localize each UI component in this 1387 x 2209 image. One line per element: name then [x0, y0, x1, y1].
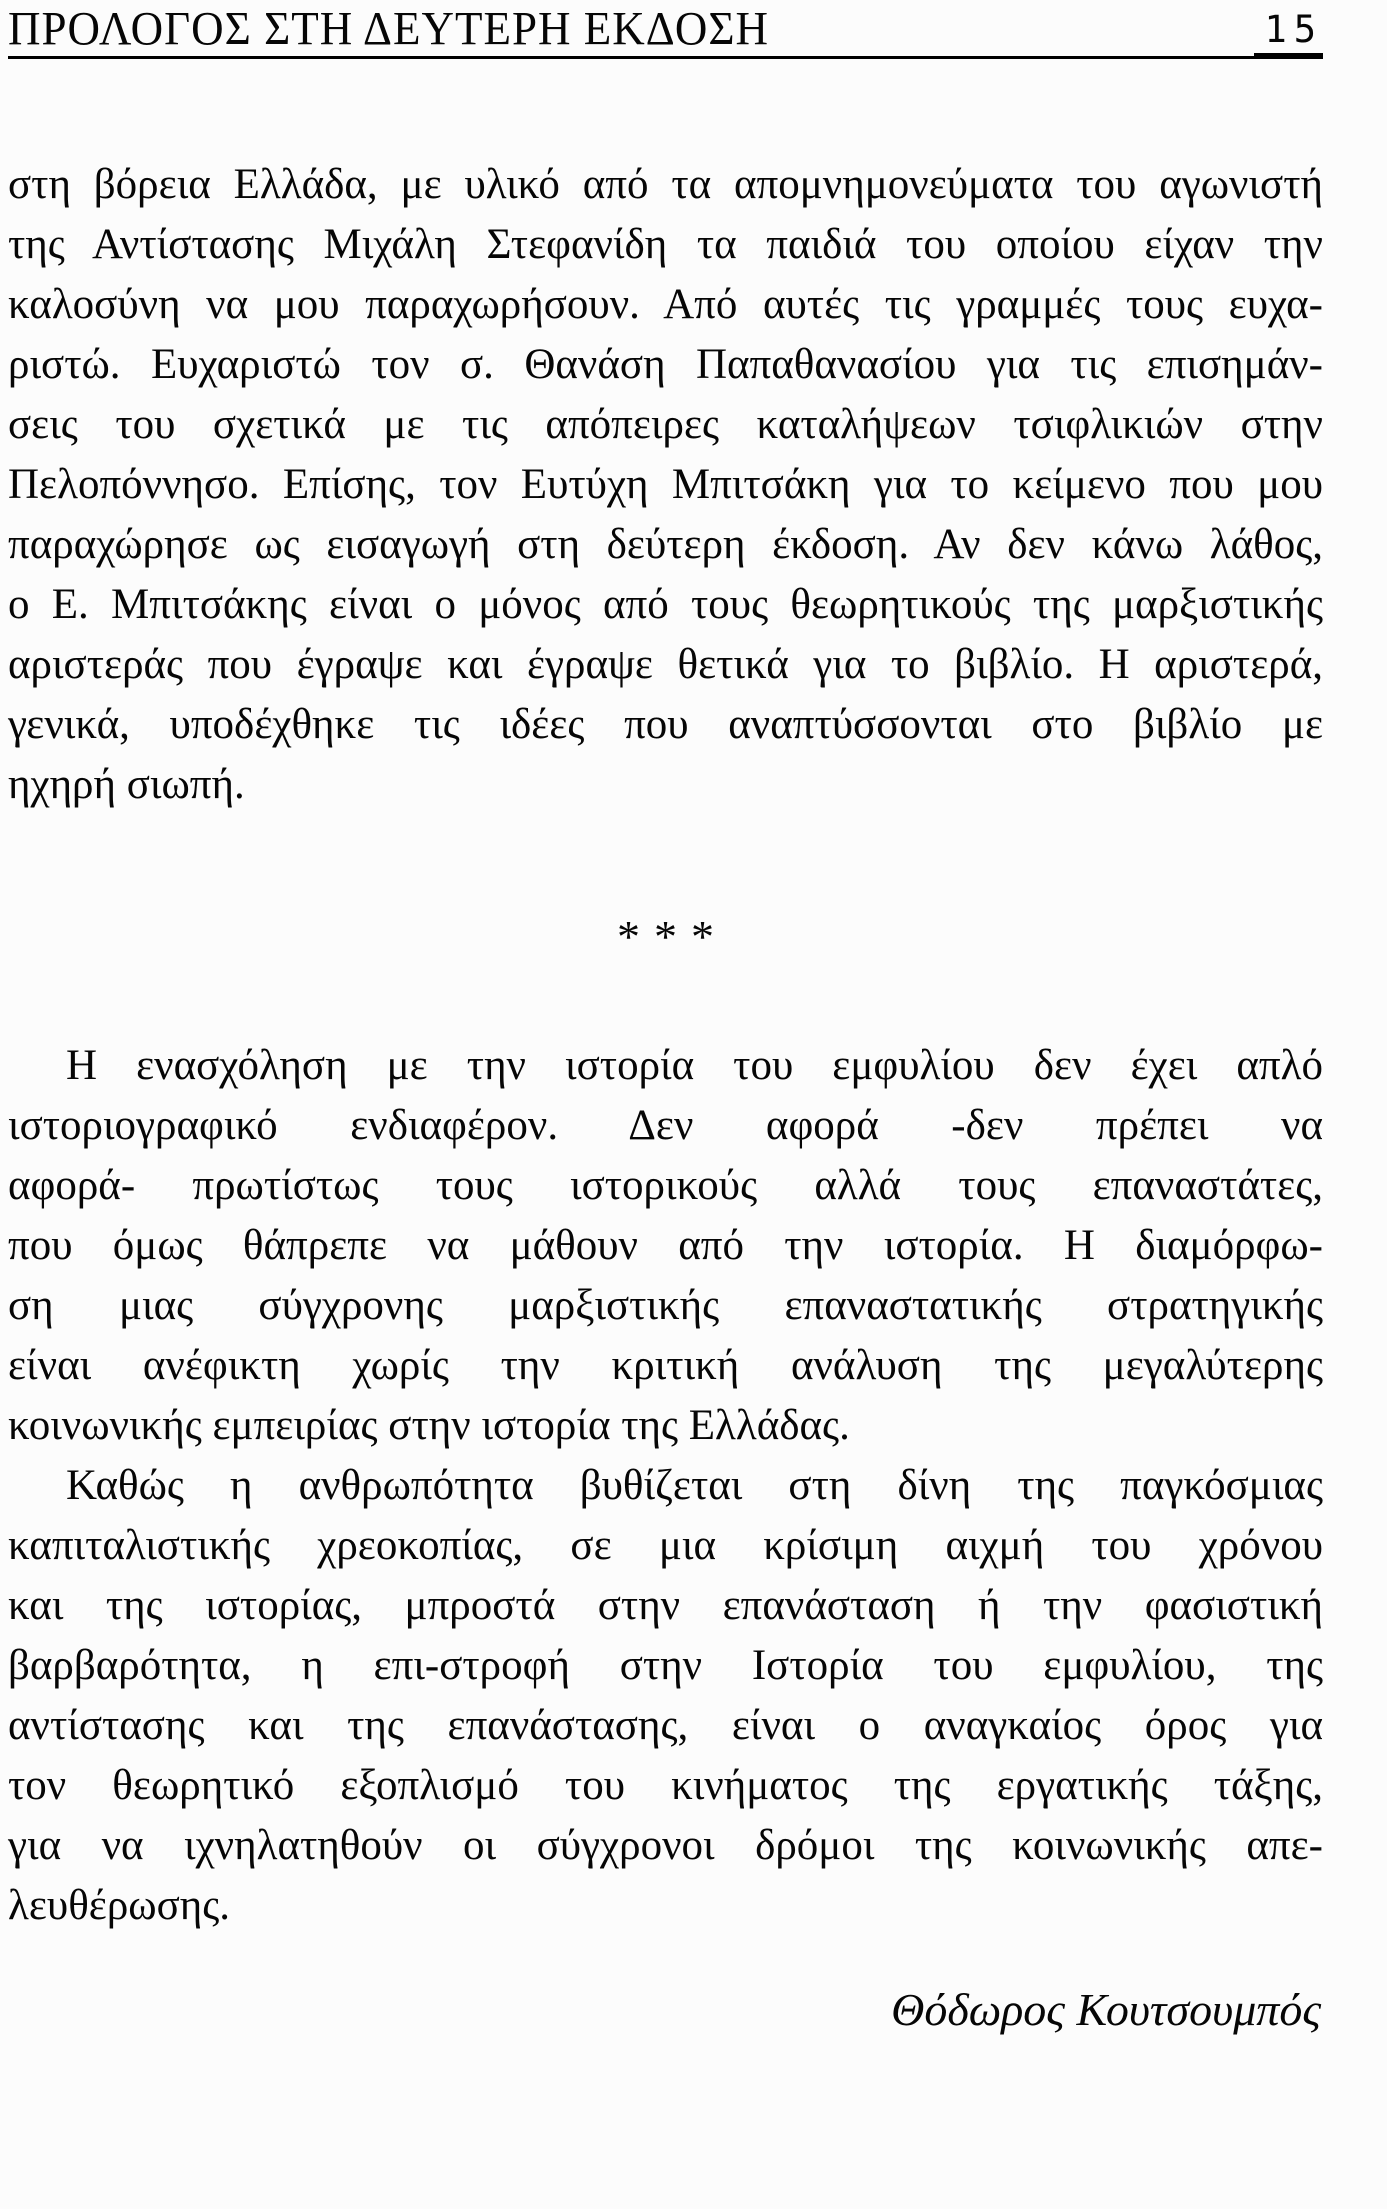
text-line: γενικά, υποδέχθηκε τις ιδέες που αναπτύσσονται στο βιβλίο με	[8, 701, 1323, 748]
body-text	[8, 155, 1323, 2040]
paragraph-3	[8, 1456, 1323, 1936]
section-separator	[8, 900, 1323, 960]
text-line: σεις του σχετικά με τις απόπειρες καταλήψεων τσιφλικιών στην	[8, 401, 1323, 448]
paragraph-2	[8, 1036, 1323, 1456]
text-line: καλοσύνη να μου παραχωρήσουν. Από αυτές τις γραμμές τους ευχα-	[8, 281, 1323, 328]
text-line: που όμως θάπρεπε να μάθουν από την ιστορία. Η διαμόρφω-	[8, 1222, 1323, 1269]
text-line: ηχηρή σιωπή.	[8, 761, 245, 808]
text-line: καπιταλιστικής χρεοκοπίας, σε μια κρίσιμη αιχμή του χρόνου	[8, 1522, 1323, 1569]
text-line: στη βόρεια Ελλάδα, με υλικό από τα απομνημονεύματα του αγωνιστή	[8, 161, 1323, 208]
text-line: και της ιστορίας, μπροστά στην επανάσταση ή την φασιστική	[8, 1582, 1323, 1629]
text-line: τον θεωρητικό εξοπλισμό του κινήματος της εργατικής τάξης,	[8, 1762, 1323, 1809]
text-line: ο Ε. Μπιτσάκης είναι ο μόνος από τους θεωρητικούς της μαρξιστικής	[8, 581, 1323, 628]
text-line: ριστώ. Ευχαριστώ τον σ. Θανάση Παπαθανασίου για τις επισημάν-	[8, 341, 1323, 388]
text-line: παραχώρησε ως εισαγωγή στη δεύτερη έκδοση. Αν δεν κάνω λάθος,	[8, 521, 1323, 568]
text-line: για να ιχνηλατηθούν οι σύγχρονοι δρόμοι της κοινωνικής απε-	[8, 1822, 1323, 1869]
chapter-title: ΠΡΟΛΟΓΟΣ ΣΤΗ ΔΕΥΤΕΡΗ ΕΚΔΟΣΗ	[8, 2, 770, 56]
text-line: αφορά- πρωτίστως τους ιστορικούς αλλά τους επαναστάτες,	[8, 1162, 1323, 1209]
paragraph-1	[8, 155, 1323, 815]
text-line: αντίστασης και της επανάστασης, είναι ο αναγκαίος όρος για	[8, 1702, 1323, 1749]
author-signature: Θόδωρος Κουτσουμπός	[891, 1984, 1321, 2035]
text-line: Καθώς η ανθρωπότητα βυθίζεται στη δίνη της παγκόσμιας	[66, 1462, 1323, 1509]
text-line: κοινωνικής εμπειρίας στην ιστορία της Ελλάδας.	[8, 1402, 850, 1449]
text-line: Πελοπόννησο. Επίσης, τον Ευτύχη Μπιτσάκη για το κείμενο που μου	[8, 461, 1323, 508]
asterisk-divider: ***	[617, 911, 728, 962]
text-line: αριστεράς που έγραψε και έγραψε θετικά για το βιβλίο. Η αριστερά,	[8, 641, 1323, 688]
text-line: βαρβαρότητα, η επι-στροφή στην Ιστορία του εμφυλίου, της	[8, 1642, 1323, 1689]
text-line: ση μιας σύγχρονης μαρξιστικής επαναστατικής στρατηγικής	[8, 1282, 1323, 1329]
page-number: 15	[1254, 11, 1323, 59]
running-head	[8, 2, 1323, 59]
text-line: ιστοριογραφικό ενδιαφέρον. Δεν αφορά -δεν πρέπει να	[8, 1102, 1323, 1149]
text-line: είναι ανέφικτη χωρίς την κριτική ανάλυση της μεγαλύτερης	[8, 1342, 1323, 1389]
text-line: της Αντίστασης Μιχάλη Στεφανίδη τα παιδιά του οποίου είχαν την	[8, 221, 1323, 268]
text-line: Η ενασχόληση με την ιστορία του εμφυλίου δεν έχει απλό	[66, 1042, 1323, 1089]
text-line: λευθέρωσης.	[8, 1882, 231, 1929]
